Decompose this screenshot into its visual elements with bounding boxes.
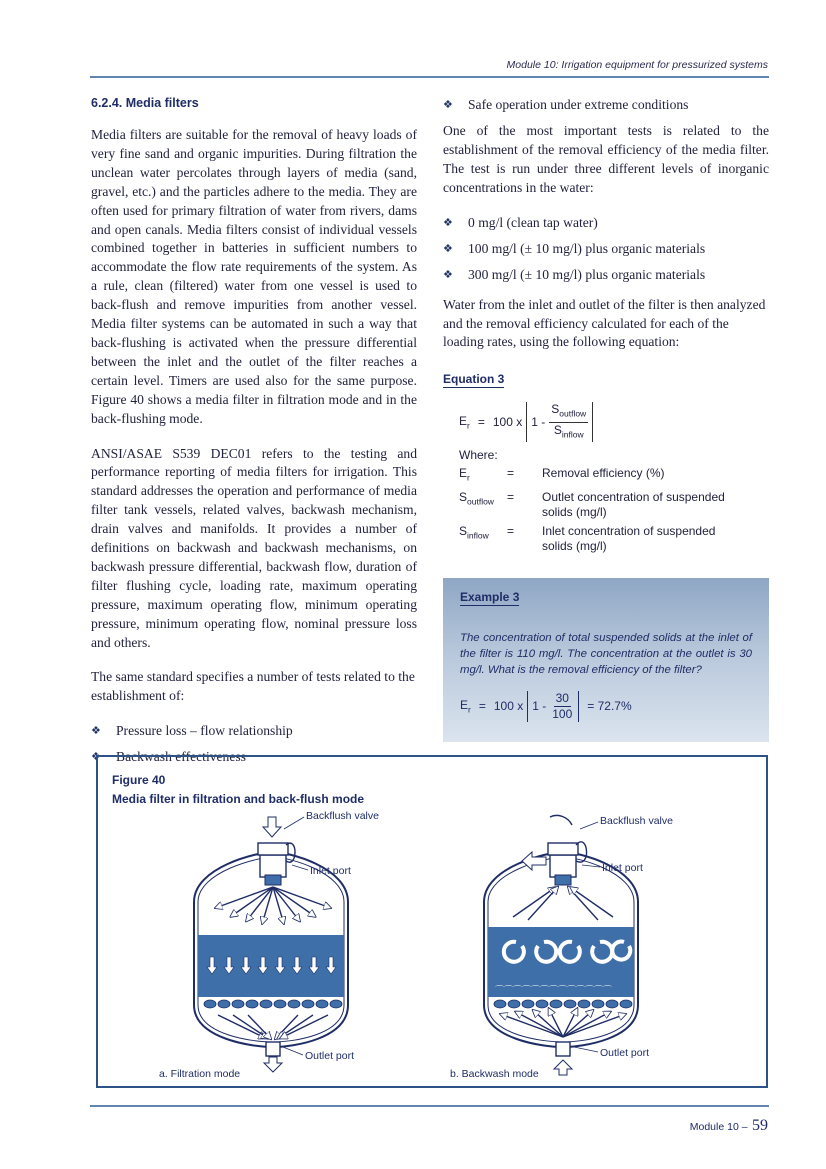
eq-lhs: $E_r$ [459, 414, 470, 431]
example-equation: $E_r$ = 100 x 1 - $\frac{30}{100}$ = 72.7% [460, 690, 632, 721]
running-header: Module 10: Irrigation equipment for pressurized systems [506, 59, 768, 71]
legend-row: $S_{outflow}$ = Outlet concentration of suspended solids (mg/l) [459, 489, 725, 519]
backwash-mode-drawing [484, 815, 638, 1075]
left-column [91, 96, 417, 778]
media-bed [198, 935, 344, 997]
figure-title: Figure 40 [112, 773, 166, 787]
paragraph: Water from the inlet and outlet of the filter is then analyzed and the removal efficiency calculated for each of the loading rates, using the following equation: [443, 296, 766, 350]
example-box [443, 578, 769, 742]
media-filter-diagram [98, 757, 766, 1086]
label-inlet-port: Inlet port [602, 862, 643, 874]
equation-heading: Equation 3 [443, 372, 505, 387]
paragraph: The same standard specifies a number of tests related to the establishment of: [91, 669, 415, 704]
bullet-list [443, 214, 769, 284]
label-outlet-port: Outlet port [305, 1050, 355, 1062]
section-heading: 6.2.4. Media filters [91, 96, 199, 110]
label-backflush-valve: Backflush valve [600, 815, 673, 827]
list-item: ❖ Backwash effectiveness [91, 749, 246, 765]
eq-bracket: 1 - $\frac{30}{100}$ [527, 691, 579, 722]
bullet-list [443, 96, 769, 114]
diamond-bullet-icon: ❖ [443, 98, 453, 111]
filtration-mode-drawing [194, 817, 348, 1072]
figure-40 [96, 755, 768, 1088]
list-item: ❖ 100 mg/l (± 10 mg/l) plus organic materials [443, 240, 706, 256]
page-footer [690, 1117, 768, 1135]
footer-module: Module 10 – [689, 1121, 748, 1133]
example-heading: Example 3 [460, 590, 520, 604]
list-item: ❖ 0 mg/l (clean tap water) [443, 214, 598, 230]
legend-row: $S_{inflow}$ = Inlet concentration of suspended solids (mg/l) [459, 523, 716, 553]
paragraph: ANSI/ASAE S539 DEC01 refers to the testing and performance reporting of media filters for irrigation. This standard addresses the operation and performance of media filter tank vessels, related valves, backwash mechanism, drain valves and manifolds. It provides a number of definitions on backwash and backwash mechanisms, on backwash pressure differential, backwash flow, duration of filter flushing cycle, loading rate, maximum operating pressure, maximum operating flow, minimum operating pressure, minimum operating flow, nominal pressure loss and others. [91, 445, 417, 650]
caption-a: a. Filtration mode [159, 1068, 241, 1080]
diamond-bullet-icon: ❖ [91, 724, 101, 738]
eq-bracket: 1 - $\frac{S_{outflow}}{S_{inflow}}$ [526, 402, 593, 442]
footer-rule [90, 1105, 769, 1107]
list-item: ❖ Pressure loss – flow relationship [91, 723, 293, 739]
example-text: The concentration of total suspended solids at the inlet of the filter is 110 mg/l. The concentration at the outlet is 30 mg/l. What is the removal efficiency of the filter? [460, 632, 752, 676]
page-number: 59 [752, 1117, 768, 1134]
caption-b: b. Backwash mode [450, 1068, 539, 1080]
agitated-media [495, 985, 612, 996]
right-column [443, 96, 769, 558]
list-item: ❖ Safe operation under extreme conditions [443, 97, 689, 112]
list-item: ❖ 300 mg/l (± 10 mg/l) plus organic materials [443, 266, 706, 282]
diamond-bullet-icon: ❖ [91, 750, 101, 764]
figure-subtitle: Media filter in filtration and back-flush mode [112, 792, 365, 806]
eq-fraction: $\frac{30}{100}$ [552, 690, 573, 721]
header-rule [90, 76, 769, 78]
valve-body [260, 855, 286, 877]
svg-text:⌒⌒⌒⌒⌒⌒⌒⌒⌒⌒⌒⌒⌒: ⌒⌒⌒⌒⌒⌒⌒⌒⌒⌒⌒⌒⌒ [495, 986, 613, 996]
equation-legend: Where: $E_r$ = Removal efficiency (%) $S_{outflow}$ = Outlet concentration of suspended solids (mg/l) $S_{inflow}$ = Inlet concentration of suspended solids (mg/l) [443, 448, 769, 553]
diamond-bullet-icon: ❖ [443, 215, 453, 229]
eq-fraction: $\frac{S_{outflow}}{S_{inflow}}$ [551, 402, 587, 440]
legend-row: $E_r$ = Removal efficiency (%) [459, 466, 665, 483]
label-inlet-port: Inlet port [310, 865, 351, 877]
label-outlet-port: Outlet port [600, 1047, 650, 1059]
diamond-bullet-icon: ❖ [443, 241, 453, 255]
label-backflush-valve: Backflush valve [306, 810, 379, 822]
paragraph: Media filters are suitable for the removal of heavy loads of very fine sand and organic impurities. During filtration the unclean water percolates through layers of media (sand, gravel, etc.) and the particles adhere to the media. They are often used for primary filtration of water from rivers, dams and open canals. Media filters consist of individual vessels combined together in batteries in sufficient numbers to accommodate the flow rate requirements of the system. As a rule, clean (filtered) water from one vessel is used to back-flush and remove impurities from another vessel. Media filter systems can be automated in such a way that back-flushing is activated when the pressure differential between the inlet and the outlet of the filter reaches a certain level. Timers are used also for the same purpose. Figure 40 shows a media filter in filtration mode and in the back-flushing mode. [91, 127, 417, 426]
diamond-bullet-icon: ❖ [443, 267, 453, 281]
paragraph: One of the most important tests is related to the establishment of the removal efficiency of the media filter. The test is run under three different levels of inorganic concentrations in the water: [443, 123, 769, 195]
equation-3: $E_r$ = 100 x 1 - $\frac{S_{outflow}}{S_{inflow}}$ [443, 402, 769, 442]
